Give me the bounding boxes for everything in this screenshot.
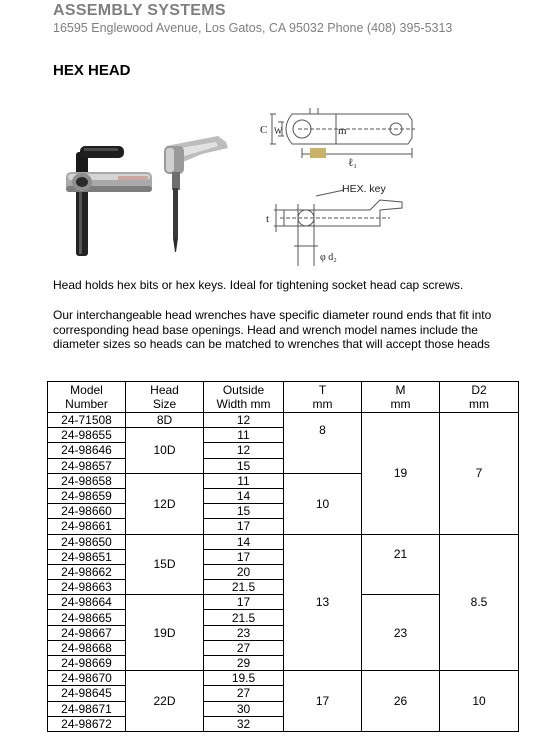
width-cell: 12 [204,443,284,458]
model-cell: 24-98645 [48,686,126,701]
model-cell: 24-98670 [48,671,126,686]
header-t: T mm [284,382,362,413]
label-d2: φ d₂ [320,252,337,263]
model-cell: 24-71508 [48,413,126,428]
width-cell: 14 [204,534,284,549]
model-cell: 24-98667 [48,625,126,640]
t-cell: 17 [284,671,362,732]
width-cell: 11 [204,473,284,488]
model-cell: 24-98658 [48,473,126,488]
width-cell: 14 [204,488,284,503]
head-size-cell: 19D [126,595,204,671]
d2-cell: 8.5 [440,534,519,671]
width-cell: 30 [204,701,284,716]
head-size-cell: 8D [126,413,204,428]
model-cell: 24-98668 [48,640,126,655]
hex-head-technical-drawing [240,98,420,270]
width-cell: 29 [204,656,284,671]
width-cell: 23 [204,625,284,640]
label-c: C [260,124,268,136]
width-cell: 32 [204,716,284,731]
d2-cell: 10 [440,671,519,732]
width-cell: 15 [204,504,284,519]
width-cell: 21.5 [204,610,284,625]
hex-head-with-bit-photo [158,130,233,255]
width-cell: 15 [204,458,284,473]
header-outside-width: Outside Width mm [204,382,284,413]
t-cell: 10 [284,473,362,534]
m-cell: 26 [362,671,440,732]
model-cell: 24-98660 [48,504,126,519]
width-cell: 20 [204,564,284,579]
width-cell: 17 [204,519,284,534]
label-hex-key: HEX. key [342,183,386,195]
model-cell: 24-98646 [48,443,126,458]
table-row [48,413,519,428]
description-paragraph-1: Head holds hex bits or hex keys. Ideal for tightening socket head cap screws. [53,278,464,292]
table-row [48,534,519,549]
width-cell: 27 [204,640,284,655]
label-m: m [338,125,347,137]
model-cell: 24-98671 [48,701,126,716]
width-cell: 12 [204,413,284,428]
m-cell: 21 [362,534,440,595]
width-cell: 17 [204,595,284,610]
width-cell: 27 [204,686,284,701]
head-size-cell: 12D [126,473,204,534]
company-address: 16595 Englewood Avenue, Los Gatos, CA 95032 Phone (408) 395-5313 [53,21,453,35]
label-w: W [274,126,283,136]
head-size-cell: 22D [126,671,204,732]
header-d2: D2 mm [440,382,519,413]
m-cell: 23 [362,595,440,671]
header-head-size: Head Size [126,382,204,413]
model-cell: 24-98657 [48,458,126,473]
header-model: Model Number [48,382,126,413]
description-paragraph-2: Our interchangeable head wrenches have specific diameter round ends that fit into corresponding head base openings. Head and wrench model names include the diameter sizes so heads can be matched to wrenches that will accept those heads [53,308,492,351]
model-cell: 24-98664 [48,595,126,610]
width-cell: 17 [204,549,284,564]
hex-head-with-key-photo [58,140,158,258]
label-t: t [266,213,270,225]
model-cell: 24-98651 [48,549,126,564]
company-name: ASSEMBLY SYSTEMS [53,2,226,19]
model-cell: 24-98661 [48,519,126,534]
header-m: M mm [362,382,440,413]
t-cell: 13 [284,534,362,671]
label-l1: ℓ₁ [348,157,358,169]
model-cell: 24-98662 [48,564,126,579]
product-title: HEX HEAD [53,62,131,79]
specifications-table [47,381,519,732]
table-header-row [48,382,519,413]
head-size-cell: 10D [126,428,204,474]
head-size-cell: 15D [126,534,204,595]
model-cell: 24-98650 [48,534,126,549]
model-cell: 24-98655 [48,428,126,443]
model-cell: 24-98669 [48,656,126,671]
model-cell: 24-98659 [48,488,126,503]
width-cell: 11 [204,428,284,443]
width-cell: 21.5 [204,580,284,595]
model-cell: 24-98665 [48,610,126,625]
t-cell: 8 [284,413,362,474]
model-cell: 24-98672 [48,716,126,731]
model-cell: 24-98663 [48,580,126,595]
table-row [48,671,519,686]
width-cell: 19.5 [204,671,284,686]
m-cell: 19 [362,413,440,535]
d2-cell: 7 [440,413,519,535]
